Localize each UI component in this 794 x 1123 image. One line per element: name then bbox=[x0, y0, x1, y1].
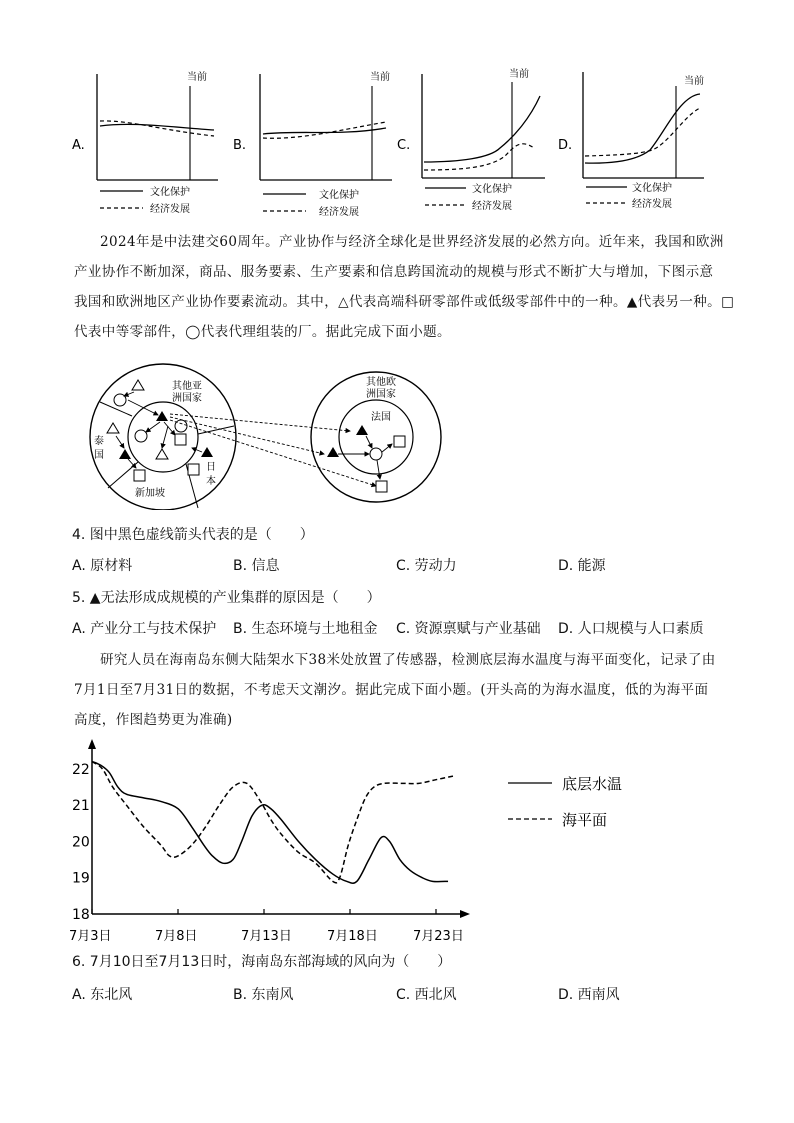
q6-option-b[interactable]: B. 东南风 bbox=[233, 987, 294, 1003]
passage-line: 7月1日至7月31日的数据，不考虑天文潮汐。据此完成下面小题。(开头高的为海水温度，低的为海平面 bbox=[74, 682, 709, 698]
q4-option-a[interactable]: A. 原材料 bbox=[72, 558, 133, 574]
x-tick-label: 7月3日 bbox=[69, 929, 112, 944]
label-other-europe: 其他欧 bbox=[366, 377, 396, 388]
q6-option-c[interactable]: C. 西北风 bbox=[396, 987, 457, 1003]
passage-line: 2024年是中法建交60周年。产业协作与经济全球化是世界经济发展的必然方向。近年来，我国和欧洲 bbox=[100, 234, 724, 250]
passage-line: 研究人员在海南岛东侧大陆架水下38米处放置了传感器，检测底层海水温度与海平面变化，记录了由 bbox=[100, 652, 716, 668]
chart-letter: C. bbox=[397, 138, 411, 153]
mini-chart-d bbox=[558, 72, 704, 210]
legend-label: 海平面 bbox=[562, 811, 608, 829]
x-tick-label: 7月13日 bbox=[241, 929, 292, 944]
current-label: 当前 bbox=[509, 69, 529, 80]
mini-chart-a bbox=[72, 70, 218, 215]
y-tick-label: 18 bbox=[72, 907, 90, 923]
q6-option-a[interactable]: A. 东北风 bbox=[72, 987, 133, 1003]
triangle-hollow-icon bbox=[132, 380, 144, 390]
y-tick-label: 22 bbox=[72, 761, 90, 778]
legend-culture: 文化保护 bbox=[472, 184, 512, 195]
q5-option-a[interactable]: A. 产业分工与技术保护 bbox=[72, 621, 217, 637]
mini-charts bbox=[0, 60, 794, 225]
q4-option-d[interactable]: D. 能源 bbox=[558, 558, 606, 574]
triangle-hollow-icon bbox=[156, 449, 168, 459]
square-part-icon bbox=[134, 470, 145, 481]
triangle-solid-icon bbox=[327, 447, 339, 457]
square-part-icon bbox=[175, 434, 186, 445]
label-singapore: 新加坡 bbox=[135, 488, 165, 499]
chart-letter: D. bbox=[558, 138, 573, 153]
passage-1 bbox=[74, 227, 754, 347]
legend-economy: 经济发展 bbox=[150, 204, 190, 215]
chart-letter: B. bbox=[233, 138, 247, 153]
label-japan: 日 bbox=[206, 462, 216, 473]
x-axis-arrow bbox=[460, 910, 470, 918]
passage-2 bbox=[74, 645, 754, 735]
legend-culture: 文化保护 bbox=[319, 190, 359, 201]
q5-option-c[interactable]: C. 资源禀赋与产业基础 bbox=[396, 621, 541, 637]
x-tick-label: 7月23日 bbox=[413, 929, 464, 944]
y-tick-label: 21 bbox=[72, 798, 90, 815]
series-line-bottom-temp bbox=[92, 762, 448, 884]
question-4-stem: 4. 图中黑色虚线箭头代表的是（ ） bbox=[72, 527, 314, 543]
current-label: 当前 bbox=[187, 72, 207, 83]
passage-line: 高度，作图趋势更为准确) bbox=[74, 712, 233, 728]
mini-chart-b bbox=[233, 70, 392, 218]
circle-factory-icon bbox=[370, 448, 382, 460]
y-tick-label: 19 bbox=[72, 870, 90, 887]
triangle-hollow-icon bbox=[107, 423, 119, 433]
label-thailand: 泰 bbox=[94, 436, 104, 447]
legend-culture: 文化保护 bbox=[632, 183, 672, 194]
mini-chart-c bbox=[397, 67, 545, 212]
triangle-solid-icon bbox=[201, 447, 213, 457]
question-5-stem: 5. ▲无法形成成规模的产业集群的原因是（ ） bbox=[72, 590, 381, 606]
passage-line: 我国和欧洲地区产业协作要素流动。其中，△代表高端科研零部件或低级零部件中的一种。▲代表另一种。□ bbox=[74, 294, 735, 310]
square-part-icon bbox=[188, 464, 199, 475]
legend-economy: 经济发展 bbox=[319, 207, 359, 218]
label-other-asia: 其他亚 bbox=[172, 381, 202, 392]
triangle-solid-icon bbox=[356, 425, 368, 435]
label-other-europe: 洲国家 bbox=[366, 389, 396, 400]
x-tick-label: 7月8日 bbox=[155, 929, 198, 944]
square-part-icon bbox=[394, 436, 405, 447]
label-other-asia: 洲国家 bbox=[172, 393, 202, 404]
question-6-stem: 6. 7月10日至7月13日时，海南岛东部海域的风向为（ ） bbox=[72, 954, 452, 970]
current-label: 当前 bbox=[370, 72, 390, 83]
flow-diagram bbox=[80, 360, 480, 510]
square-part-icon bbox=[376, 481, 387, 492]
q5-option-d[interactable]: D. 人口规模与人口素质 bbox=[558, 621, 704, 637]
legend-label: 底层水温 bbox=[562, 775, 623, 793]
passage-line: 产业协作不断加深，商品、服务要素、生产要素和信息跨国流动的规模与形式不断扩大与增加，下图示意 bbox=[74, 264, 714, 280]
q6-option-d[interactable]: D. 西南风 bbox=[558, 987, 620, 1003]
series-line-sea-level bbox=[92, 762, 453, 883]
temperature-sealevel-chart bbox=[60, 735, 640, 950]
label-japan: 本 bbox=[206, 476, 216, 487]
q5-option-b[interactable]: B. 生态环境与土地租金 bbox=[233, 621, 378, 637]
q4-option-b[interactable]: B. 信息 bbox=[233, 558, 280, 574]
label-thailand: 国 bbox=[94, 450, 104, 461]
legend-economy: 经济发展 bbox=[632, 199, 672, 210]
circle-factory-icon bbox=[135, 430, 147, 442]
q4-option-c[interactable]: C. 劳动力 bbox=[396, 558, 457, 574]
legend-culture: 文化保护 bbox=[150, 187, 190, 198]
passage-line: 代表中等零部件，◯代表代理组装的厂。据此完成下面小题。 bbox=[74, 324, 451, 340]
x-tick-label: 7月18日 bbox=[327, 929, 378, 944]
label-france: 法国 bbox=[371, 412, 391, 423]
chart-letter: A. bbox=[72, 138, 85, 153]
triangle-solid-icon bbox=[156, 411, 168, 421]
y-tick-label: 20 bbox=[72, 834, 90, 851]
current-label: 当前 bbox=[684, 76, 704, 87]
legend-economy: 经济发展 bbox=[472, 201, 512, 212]
triangle-solid-icon bbox=[119, 449, 131, 459]
y-axis-arrow bbox=[88, 739, 96, 749]
